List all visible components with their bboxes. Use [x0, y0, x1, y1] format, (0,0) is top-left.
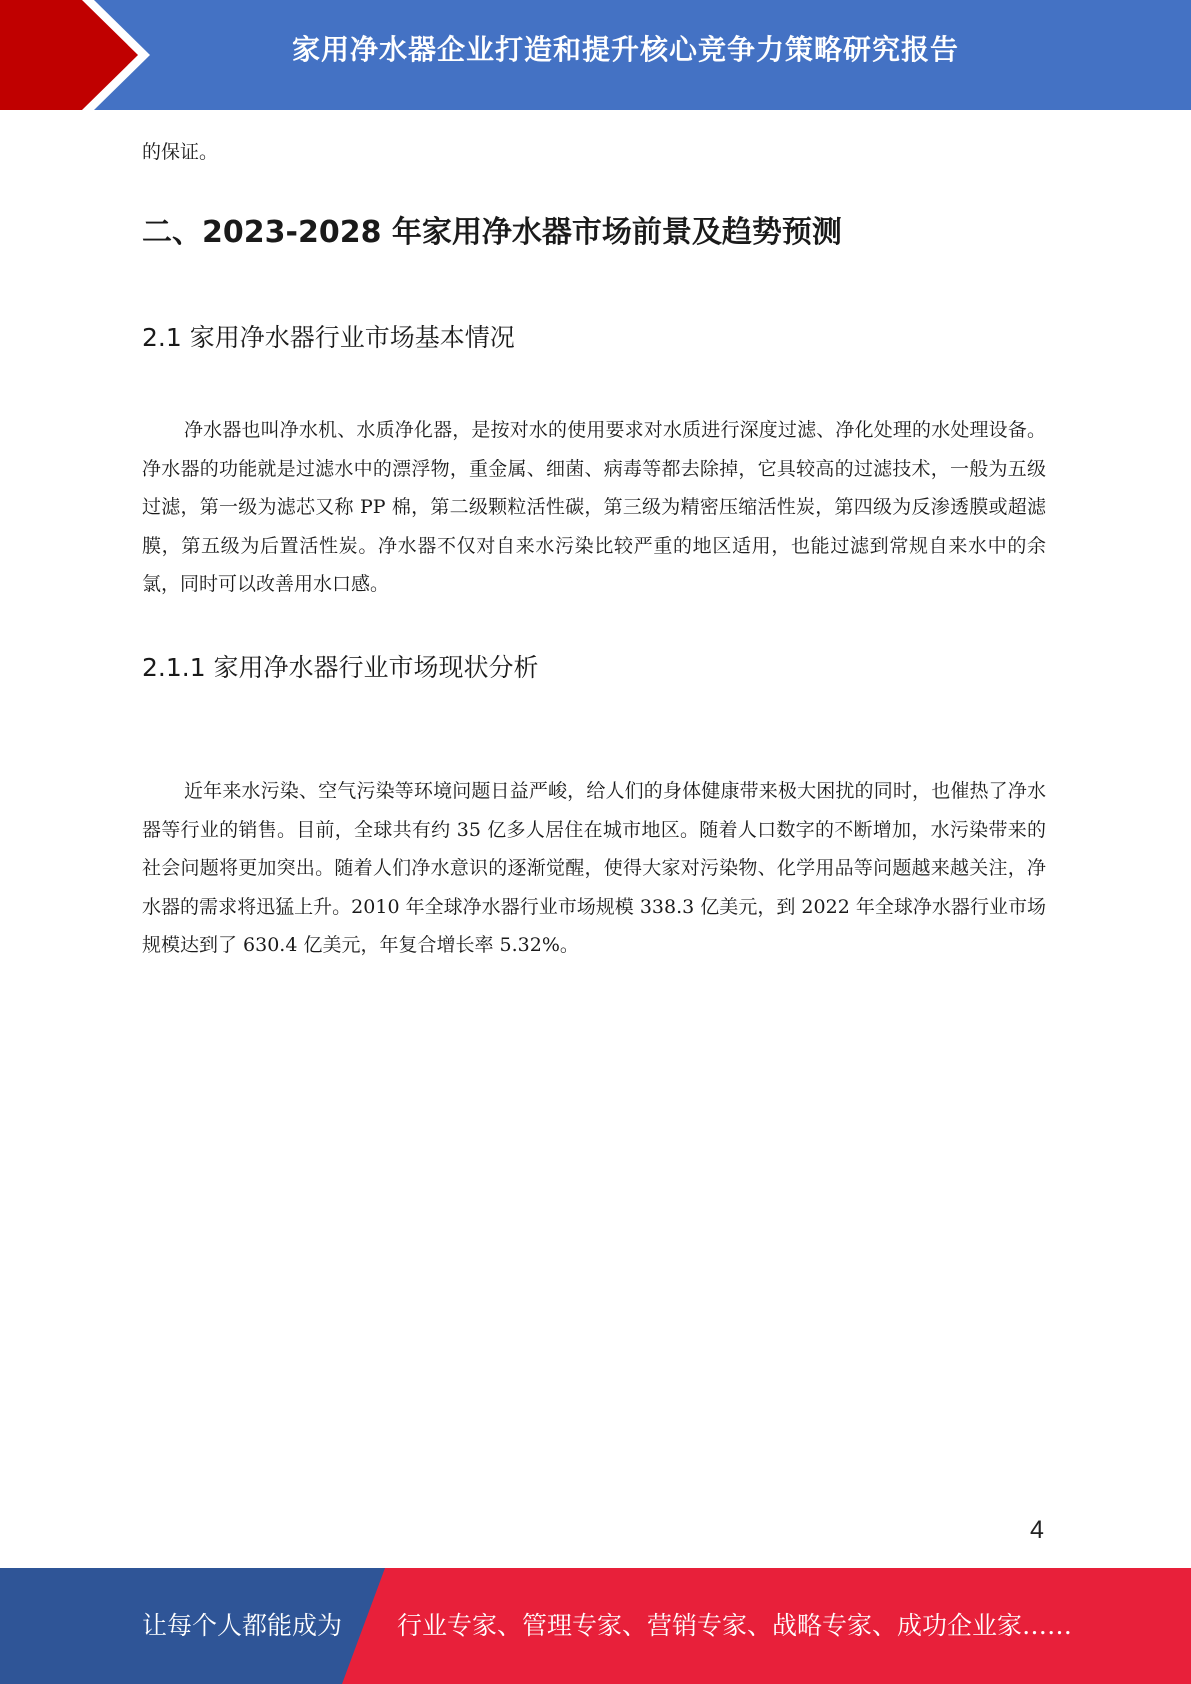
paragraph-water-purifier-definition: 净水器也叫净水机、水质净化器，是按对水的使用要求对水质进行深度过滤、净化处理的水处理设备。净水器的功能就是过滤水中的漂浮物，重金属、细菌、病毒等都去除掉，它具较高的过滤技术，一般为五级过滤，第一级为滤芯又称 PP 棉，第二级颗粒活性碳，第三级为精密压缩活性炭，第四级为反渗透膜或超滤膜，第五级为后置活性炭。净水器不仅对自来水污染比较严重的地区适用，也能过滤到常规自来水中的余氯，同时可以改善用水口感。	[142, 419, 1046, 595]
section-heading: 二、2023-2028 年家用净水器市场前景及趋势预测	[142, 215, 842, 250]
carry-over-text: 的保证。	[142, 141, 219, 163]
subsection-heading-2-1: 2.1 家用净水器行业市场基本情况	[142, 323, 515, 352]
paragraph-market-status: 近年来水污染、空气污染等环境问题日益严峻，给人们的身体健康带来极大困扰的同时，也催热了净水器等行业的销售。目前，全球共有约 35 亿多人居住在城市地区。随着人口数字的不断增加，水污染带来的社会问题将更加突出。随着人们净水意识的逐渐觉醒，使得大家对污染物、化学用品等问题越来越关注，净水器的需求将迅猛上升。2010 年全球净水器行业市场规模 338.3 亿美元，到 2022 年全球净水器行业市场规模达到了 630.4 亿美元，年复合增长率 5.32%。	[142, 780, 1046, 956]
page-number: 4	[1030, 1516, 1044, 1544]
footer-slogan-lead: 让每个人都能成为	[142, 1611, 343, 1640]
subsection-heading-2-1-1: 2.1.1 家用净水器行业市场现状分析	[142, 653, 539, 682]
footer-slogan-roles: 行业专家、管理专家、营销专家、战略专家、成功企业家……	[397, 1611, 1073, 1640]
report-title: 家用净水器企业打造和提升核心竞争力策略研究报告	[291, 33, 959, 66]
